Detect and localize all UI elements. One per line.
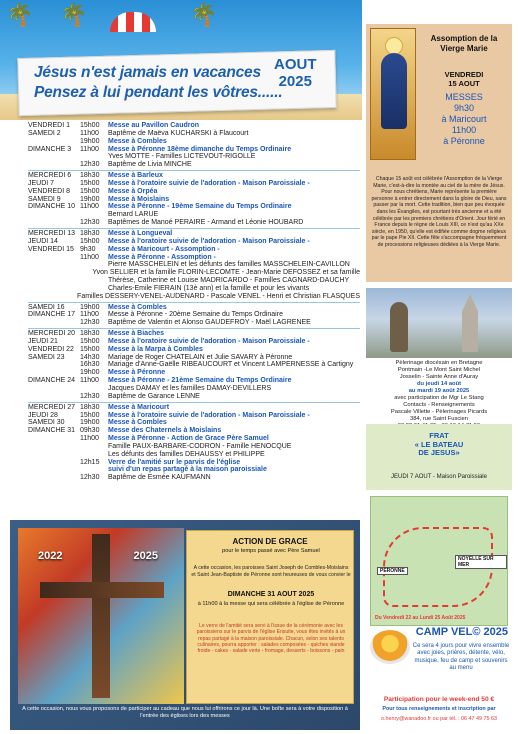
schedule-day	[28, 293, 60, 301]
mass-place-1: à Maricourt	[441, 114, 487, 124]
assumption-masses	[418, 92, 510, 147]
route-map	[370, 496, 508, 626]
schedule-description: Messe à l'oratoire suivie de l'adoration - Maison Paroissiale -	[108, 237, 310, 245]
schedule-row	[28, 443, 360, 451]
grace-year-start: 2022	[38, 550, 63, 562]
schedule-row	[28, 188, 360, 196]
pilgrimage-date-end: au mardi 19 août 2025	[408, 388, 470, 394]
schedule-day: VENDREDI 22	[28, 345, 74, 353]
schedule-separator	[28, 228, 360, 229]
schedule-row	[28, 466, 360, 474]
schedule-time	[80, 385, 108, 393]
schedule-day	[28, 285, 80, 293]
schedule-time: 18h30	[80, 172, 100, 180]
schedule-description: Messe à Orpéa	[108, 187, 158, 195]
pilgrimage-line: Contacts - Renseignements	[403, 402, 475, 408]
schedule-day	[28, 474, 80, 482]
schedule-row	[28, 211, 360, 219]
schedule-day: SAMEDI 23	[28, 353, 65, 361]
schedule-row	[28, 219, 360, 227]
schedule-time: 12h30	[80, 319, 100, 327]
pilgrimage-line: Pascale Villette - Pèlerinages Picards	[390, 409, 488, 415]
schedule-day	[28, 385, 80, 393]
schedule-description: Baptême de Garance LENNE	[108, 392, 200, 400]
pilgrimage-info	[366, 360, 512, 422]
schedule-day: DIMANCHE 17	[28, 311, 76, 319]
schedule-time: 11h00	[80, 377, 99, 385]
schedule-day: VENDREDI 1	[28, 122, 71, 129]
schedule-day	[28, 459, 80, 467]
schedule-description: Messe à Péronne - 21ème Semaine du Temps Ordinaire	[108, 377, 292, 385]
schedule-description: Messe à Péronne - Action de Grace Père Samuel	[108, 435, 269, 443]
schedule-separator	[28, 170, 360, 171]
schedule-description: Messe à Péronne - 20ème Semaine du Temps Ordinaire	[108, 311, 283, 319]
schedule-time: 19h00	[80, 195, 100, 203]
masses-label: MESSES	[445, 92, 483, 102]
schedule-day	[28, 369, 80, 377]
schedule-day: DIMANCHE 3	[28, 145, 72, 153]
schedule-row	[28, 319, 360, 327]
schedule-time: 09h30	[80, 427, 100, 435]
schedule-row	[28, 459, 360, 467]
virgin-figure	[381, 53, 407, 129]
schedule-description: Thérèse, Catherine et Louise MADRICARDO - Familles CAGNARD-DAUCHY	[108, 277, 350, 285]
beach-umbrella-icon	[110, 12, 156, 32]
header-month: AOUT	[274, 56, 317, 73]
palm-tree-icon: 🌴	[190, 2, 218, 27]
schedule-day	[28, 161, 80, 169]
schedule-row	[28, 196, 360, 204]
schedule-description: Messe à l'oratoire suivie de l'adoration - Maison Paroissiale -	[108, 179, 310, 187]
schedule-description: Mariage d'Anne-Gaëlle RIBEAUCOURT et Vincent LAMPERNESSE à Cartigny	[108, 361, 354, 369]
schedule-description: Baptême de Valentin et Alonso GAUDEFROY - Maël LAGRENEE	[108, 319, 311, 327]
schedule-time: 12h30	[80, 219, 100, 227]
schedule-time: 15h00	[80, 122, 100, 129]
map-label-noyelle: NOYELLE SUR MER	[455, 555, 507, 569]
schedule-description: Yvon SELLIER et la famille FLORIN-LECOMTE - Jean-Marie DEFOSSEZ et sa famille	[92, 269, 360, 277]
schedule-day	[28, 211, 80, 219]
schedule-row	[28, 203, 360, 211]
schedule-row	[28, 435, 360, 443]
schedule-day	[28, 443, 80, 451]
schedule-time: 16h30	[80, 361, 100, 369]
schedule-description: Messe à la Marpa à Combles	[108, 345, 203, 353]
header-tagline-2: Pensez à lui pendant les vôtres......	[34, 84, 283, 101]
schedule-row	[28, 361, 360, 369]
schedule-time: 12h30	[80, 474, 100, 482]
frat-panel	[366, 424, 512, 490]
schedule-time: 15h00	[80, 337, 100, 345]
schedule-row	[28, 419, 360, 427]
schedule-description: Baptême de Esmée KAUFMANN	[108, 474, 211, 482]
church-spire	[462, 294, 478, 352]
schedule-row	[28, 338, 360, 346]
schedule-row	[28, 385, 360, 393]
schedule-description: Messe à Maricourt	[108, 403, 170, 411]
grace-year-end: 2025	[133, 550, 158, 562]
schedule-day: MERCREDI 27	[28, 403, 76, 411]
pilgrimage-image	[366, 288, 512, 358]
schedule-time	[60, 293, 77, 301]
pilgrimage-line: Josselin - Sainte Anne d'Auray	[399, 374, 479, 380]
schedule-row	[28, 451, 360, 459]
schedule-row	[28, 354, 360, 362]
schedule-day: MERCREDI 6	[28, 172, 72, 180]
header-year: 2025	[278, 73, 312, 90]
header-tagline-1: Jésus n'est jamais en vacances	[34, 64, 261, 81]
schedule-description: Jacques DAMAY et les familles DAMAY-DEVILLERS	[108, 385, 272, 392]
camp-contact: o.henry@wanadoo.fr ou par tél. : 06 47 49 75 63	[380, 716, 498, 722]
schedule-time: 18h30	[80, 229, 100, 237]
schedule-row	[28, 474, 360, 482]
frat-date: JEUDI 7 AOUT - Maison Paroissiale	[391, 474, 487, 480]
pilgrimage-line: Pèlerinage diocésain en Bretagne	[395, 360, 483, 366]
mass-place-2: à Péronne	[443, 136, 485, 146]
schedule-day	[28, 254, 80, 262]
schedule-description: Familles DESSERY-VENEL-AUDENARD - Pascale VENEL - Henri et Christian FLASQUES	[77, 292, 360, 300]
schedule-description: Messe à Barleux	[108, 172, 163, 180]
schedule-day: DIMANCHE 10	[28, 203, 76, 211]
assumption-date-day: VENDREDI	[444, 70, 484, 79]
grace-detail: à 11h00 à la messe qui sera célébrée à l'église de Péronne	[197, 601, 345, 607]
schedule-day	[28, 319, 80, 327]
schedule-time	[80, 451, 108, 459]
schedule-day	[28, 261, 80, 269]
schedule-time: 15h00	[80, 345, 100, 353]
schedule-description: suivi d'un repas partagé à la maison paroissiale	[108, 466, 267, 474]
schedule-day: JEUDI 14	[28, 237, 58, 245]
schedule-time: 15h00	[80, 411, 100, 419]
schedule-row	[28, 246, 360, 254]
schedule-row	[28, 412, 360, 420]
schedule-time	[80, 466, 108, 474]
schedule-description: Messe à Biaches	[108, 330, 165, 338]
schedule-day: JEUDI 28	[28, 411, 58, 419]
camp-description: Ce sera 4 jours pour vivre ensemble avec joies, prières, détente, vélo, musique, feu de camp et souvenirs au menu	[412, 643, 510, 671]
schedule-description: Messe à Combles	[108, 303, 167, 311]
schedule-row	[28, 346, 360, 354]
schedule-description: Messe à Moislains	[108, 195, 170, 203]
action-de-grace-panel	[10, 520, 360, 730]
cross-horizontal	[40, 582, 164, 598]
schedule-day: MERCREDI 20	[28, 330, 76, 338]
schedule-row	[28, 146, 360, 154]
schedule-day: JEUDI 7	[28, 179, 55, 187]
schedule-day	[28, 219, 80, 227]
virgin-mary-image	[370, 28, 416, 160]
schedule-day: SAMEDI 30	[28, 419, 65, 427]
schedule-description: Bernard LARUE	[108, 211, 159, 219]
schedule-time: 19h00	[80, 369, 100, 377]
schedule-time	[80, 443, 108, 451]
schedule-description: Messe à Péronne - Assomption -	[108, 253, 216, 261]
schedule-row	[28, 238, 360, 246]
schedule-description: Messe à Combles	[108, 137, 167, 145]
schedule-row	[28, 330, 360, 338]
schedule-day: SAMEDI 2	[28, 129, 61, 137]
schedule-day: VENDREDI 8	[28, 187, 71, 195]
schedule-row	[28, 230, 360, 238]
schedule-day	[28, 435, 80, 443]
schedule-day: JEUDI 21	[28, 337, 58, 345]
schedule-description: Charles-Emile FIERAIN (13è ann) et la famille et pour les vivants	[108, 284, 310, 292]
schedule-row	[28, 377, 360, 385]
pilgrimage-line: 384, rue Saint Fuscien	[409, 416, 468, 422]
schedule-time: 12h15	[80, 458, 100, 466]
schedule-day: SAMEDI 9	[28, 195, 61, 203]
schedule-description: Messe à Combles	[108, 419, 167, 427]
schedule-description: Famille PAUX-BARBARE-CODRON - Famille HENOCQUE	[108, 442, 292, 450]
mass-time-2: 11h00	[451, 125, 477, 135]
schedule-description: Messe à Péronne 18ème dimanche du Temps Ordinaire	[108, 145, 292, 153]
schedule-description: Messe à l'oratoire suivie de l'adoration - Maison Paroissiale -	[108, 411, 310, 419]
schedule-day	[28, 138, 80, 146]
assumption-date	[418, 70, 510, 88]
schedule-time	[70, 269, 93, 277]
schedule-row	[28, 277, 360, 285]
schedule-description: Les défunts des familles DEHAUSSY et PHILIPPE	[108, 450, 265, 458]
frat-subtitle-2: DE JESUS»	[418, 448, 460, 457]
grace-title: ACTION DE GRACE	[232, 537, 308, 546]
schedule-day	[28, 153, 80, 161]
camp-title: CAMP VEL© 2025	[415, 626, 508, 638]
schedule-row	[28, 130, 360, 138]
schedule-day	[28, 361, 80, 369]
schedule-row	[28, 285, 360, 293]
schedule-day: DIMANCHE 31	[28, 427, 76, 435]
schedule-day: DIMANCHE 24	[28, 377, 76, 385]
palm-tree-icon: 🌴	[6, 2, 34, 27]
schedule-description: Messe au Pavillon Caudron	[108, 122, 200, 129]
schedule-time	[80, 285, 108, 293]
schedule-day: MERCREDI 13	[28, 229, 76, 237]
assumption-text: Chaque 15 août est célébrée l'Assomption de la Vierge Marie, c'est-à-dire la montée au ciel de la mère de Jésus. Pour nous chrétiens, Marie représente la première personne à entrer directement dans la gloire de Dieu, sans passer par la mort. Cette tradition, bien que peu évoquée dans les Évangiles, est pourtant très ancienne et a été célébrée par les premiers chrétiens d'Orient. Jour férié en France depuis le règne de Louis XIII, ce n'est qu'au XXe siècle, en 1950, qu'elle est édifiée comme dogme religieux par le pape Pie XII. Cette fête s'accompagne fréquemment de processions religieuses dédiées à la Vierge Marie.	[371, 176, 507, 248]
schedule-time	[80, 277, 108, 285]
camp-dates: Du Vendredi 22 au Lundi 25 Août 2025	[375, 615, 466, 621]
schedule-time: 11h00	[80, 435, 99, 443]
schedule-time: 9h30	[80, 245, 96, 253]
grace-verre: Le verre de l'amitié sera servi à l'issue de la cérémonie avec les paroissiens sur le parvis de l'église Ensuite, vous êtes invités à un repas partagé à la maison paroissiale. Chacun, selon ses talents culinaires, pourra apporter : salades composées - quiches viande froide - cakes - salade verte - fromage, desserts - boissons - pain	[196, 623, 346, 655]
schedule-time: 11h00	[80, 311, 99, 319]
schedule-separator	[28, 328, 360, 329]
header-banner	[0, 0, 362, 120]
schedule-day: VENDREDI 15	[28, 245, 74, 253]
schedule-time: 19h00	[80, 303, 100, 311]
schedule-day	[28, 269, 70, 277]
frat-title-text: FRAT	[429, 431, 449, 440]
schedule-time: 19h00	[80, 419, 100, 427]
schedule-row	[28, 269, 360, 277]
grace-note	[186, 530, 354, 704]
schedule-description: Mariage de Roger CHATELAIN et Julie SAVARY à Péronne	[108, 353, 293, 361]
schedule-row	[28, 369, 360, 377]
schedule-day	[28, 451, 80, 459]
statue-figure	[390, 302, 408, 352]
schedule-row	[28, 180, 360, 188]
schedule-time: 11h00	[80, 253, 99, 261]
assumption-panel	[366, 24, 512, 282]
frat-subtitle-1: « LE BATEAU	[414, 439, 464, 449]
schedule-time: 15h00	[80, 237, 100, 245]
schedule-time: 12h30	[80, 392, 100, 400]
schedule-row	[28, 404, 360, 412]
schedule-separator	[28, 302, 360, 303]
schedule-separator	[28, 402, 360, 403]
schedule-row	[28, 153, 360, 161]
schedule-row	[28, 254, 360, 262]
schedule-row	[28, 393, 360, 401]
schedule-description: Verre de l'amitié sur le parvis de l'église	[108, 458, 241, 466]
schedule-description: Baptêmes de Manoé PERAIRE - Armand et Léonie HOUBARD	[108, 219, 304, 227]
schedule-day	[28, 466, 80, 474]
schedule-day: SAMEDI 16	[28, 303, 65, 311]
grace-footer: A cette occasion, nous vous proposons de participer au cadeau que nous lui offrirons ce jour là. Une boîte sera à votre disposition à l'entrée des églises lors des messes	[22, 706, 348, 719]
assumption-title: Assomption de la Vierge Marie	[430, 34, 498, 53]
schedule-row	[28, 122, 360, 130]
schedule-description: Messe à Longueval	[108, 229, 173, 237]
schedule-description: Messe des Chaternels à Moislains	[108, 427, 222, 435]
schedule-time: 11h00	[80, 203, 99, 211]
schedule-description: Baptême de Maëva KUCHARSKI à Flaucourt	[108, 129, 249, 137]
schedule-row	[28, 161, 360, 169]
pilgrimage-line: avec participation de Mgr Le Stang	[394, 395, 484, 401]
schedule-description: Baptême de Livia MINCHE	[108, 161, 192, 169]
schedule-time	[80, 153, 108, 161]
schedule-time: 11h00	[80, 145, 99, 153]
schedule-row	[28, 427, 360, 435]
schedule-time	[80, 211, 108, 219]
schedule-description: Messe à Péronne	[108, 369, 166, 377]
camp-price: Participation pour le week-end 50 €	[383, 696, 495, 703]
pilgrimage-date-start: du jeudi 14 août	[416, 381, 462, 387]
mass-schedule	[28, 122, 360, 482]
schedule-row	[28, 138, 360, 146]
mass-time-1: 9h30	[453, 103, 475, 113]
grace-subtitle: pour le temps passé avec Père Samuel	[222, 548, 320, 554]
schedule-description: Messe à l'oratoire suivie de l'adoration - Maison Paroissiale -	[108, 337, 310, 345]
grace-years	[38, 550, 158, 562]
schedule-time: 18h30	[80, 330, 100, 338]
schedule-row	[28, 311, 360, 319]
schedule-row	[28, 261, 360, 269]
schedule-row	[28, 172, 360, 180]
schedule-day	[28, 277, 80, 285]
schedule-row	[28, 293, 360, 301]
schedule-time	[80, 261, 108, 269]
schedule-time: 15h00	[80, 187, 100, 195]
camp-velo-panel	[366, 494, 512, 734]
schedule-description: Messe à Péronne - 19ème Semaine du Temps Ordinaire	[108, 203, 292, 211]
map-label-peronne: PÉRONNE	[377, 567, 408, 575]
grace-body: A cette occasion, les paroisses Saint Joseph de Combles-Moislains et Saint Jean-Baptiste de Péronne sont heureuses de vous convier le	[191, 565, 351, 578]
schedule-time: 12h30	[80, 161, 100, 169]
assumption-date-month: 15 AOUT	[448, 79, 480, 88]
frat-title	[366, 432, 512, 458]
schedule-time: 14h30	[80, 353, 100, 361]
schedule-description: Messe à Maricourt - Assomption -	[108, 245, 220, 253]
schedule-description: Pierre MASSCHELEIN et les défunts des familles MASSCHELEIN-CAVILLON	[108, 261, 350, 269]
schedule-time: 18h30	[80, 403, 100, 411]
schedule-time: 15h00	[80, 179, 100, 187]
schedule-description: Yves MOTTE - Familles LICTEVOUT-RIGOLLE	[108, 153, 256, 161]
camp-info: Pour tous renseignements et inscription par	[382, 706, 496, 712]
pilgrimage-line: Pontmain -Le Mont Saint Michel	[397, 367, 481, 373]
schedule-time: 11h00	[80, 129, 99, 137]
header-month-year	[274, 56, 317, 90]
schedule-row	[28, 304, 360, 312]
schedule-time: 19h00	[80, 137, 100, 145]
schedule-day	[28, 393, 80, 401]
palm-tree-icon: 🌴	[60, 2, 88, 27]
grace-date: DIMANCHE 31 AOUT 2025	[227, 591, 315, 598]
